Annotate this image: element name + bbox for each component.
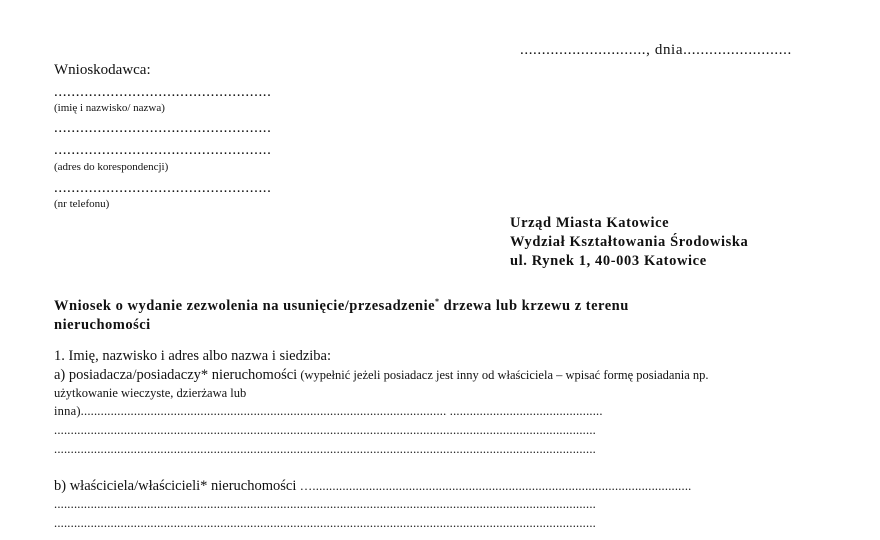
document-title [54,292,629,335]
section1a-line [54,367,709,384]
section1a-note: (wypełnić jeżeli posiadacz jest inny od właściciela – wpisać formę posiadania np. [297,368,709,382]
name-field[interactable]: .................................................. [54,84,272,100]
address-field-1[interactable]: .................................................. [54,120,272,136]
section1-heading: 1. Imię, nazwisko i adres albo nazwa i siedziba: [54,348,332,364]
phone-hint: (nr telefonu) [54,198,110,210]
office-department: Wydział Kształtowania Środowiska [510,234,749,250]
office-street: ul. Rynek 1, 40-003 Katowice [510,253,707,269]
section1a-note-2: użytkowanie wieczyste, dzierżawa lub [54,386,247,400]
section1b-line [54,478,691,495]
date-line[interactable]: ............................., dnia......................... [520,42,792,58]
section1a-field-2[interactable]: ................................................................................................................................................................... [54,442,596,456]
title-footnote-marker: * [435,297,440,306]
section1b-field-1[interactable]: ................................................................................................................................................................... [54,497,596,511]
office-name: Urząd Miasta Katowice [510,215,670,231]
name-hint: (imię i nazwisko/ nazwa) [54,102,165,114]
title-part2: drzewa lub krzewu z terenu [439,297,629,314]
section1b-field-2[interactable]: ................................................................................................................................................................... [54,516,596,530]
section1a-field-1[interactable]: ................................................................................................................................................................... [54,423,596,437]
section1a-label: a) posiadacza/posiadaczy* nieruchomości [54,367,298,383]
section1b-field-0[interactable]: ….................................................................................................................. [296,479,692,493]
section1a-field-0[interactable]: inna).............................................................................................................. .............................................. [54,404,603,418]
title-line2: nieruchomości [54,316,151,333]
title-part1: Wniosek o wydanie zezwolenia na usunięcie/przesadzenie [54,297,436,314]
office-address [510,214,748,271]
address-field-2[interactable]: .................................................. [54,142,272,158]
phone-field[interactable]: .................................................. [54,180,272,196]
applicant-label: Wnioskodawca: [54,62,151,78]
section1b-label: b) właściciela/właścicieli* nieruchomości [54,478,297,494]
address-hint: (adres do korespondencji) [54,161,169,173]
